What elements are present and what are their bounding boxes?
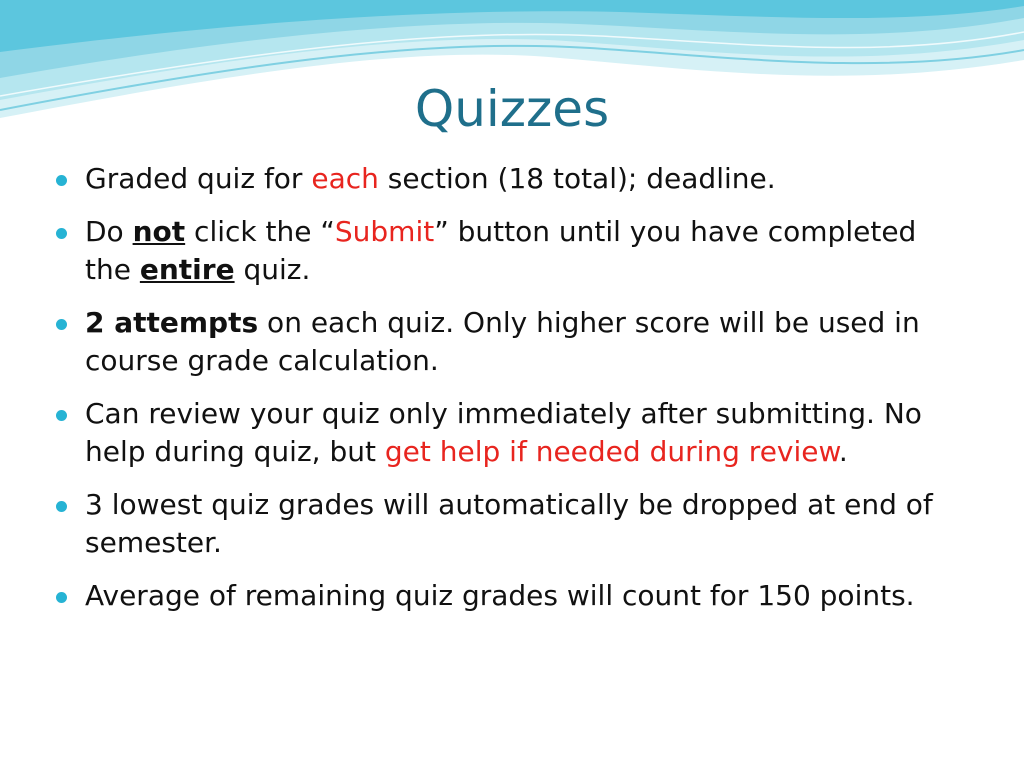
bullet-dot-icon bbox=[56, 592, 67, 603]
bullet-dot-icon bbox=[56, 501, 67, 512]
highlight-each: each bbox=[311, 162, 379, 195]
bullet-dot-icon bbox=[56, 175, 67, 186]
bullet-text: section (18 total); deadline. bbox=[378, 162, 776, 195]
bullet-item-submit-warning bbox=[50, 213, 970, 289]
bullet-text: on each quiz. Only higher score will be used in course grade calculation. bbox=[85, 306, 920, 377]
emphasis-attempts: 2 attempts bbox=[85, 306, 259, 339]
bullet-dot-icon bbox=[56, 410, 67, 421]
bullet-text: Can review your quiz only immediately after submitting. No help during quiz, but bbox=[85, 397, 922, 468]
bullet-text: Do bbox=[85, 215, 133, 248]
emphasis-not: not bbox=[132, 215, 186, 248]
bullet-text: quiz. bbox=[234, 253, 311, 286]
bullet-item-lowest-dropped bbox=[50, 486, 970, 562]
bullet-text: Graded quiz for bbox=[85, 162, 312, 195]
bullet-text: click the “ bbox=[185, 215, 335, 248]
slide-title: Quizzes bbox=[414, 80, 610, 138]
bullet-text: 3 lowest quiz grades will automatically be dropped at end of semester. bbox=[85, 488, 933, 559]
bullet-list bbox=[50, 160, 970, 630]
bullet-text: ” button until you have completed the bbox=[85, 215, 917, 286]
bullet-dot-icon bbox=[56, 319, 67, 330]
bullet-text: . bbox=[838, 435, 848, 468]
bullet-text: Average of remaining quiz grades will count for 150 points. bbox=[85, 579, 915, 612]
bullet-dot-icon bbox=[56, 228, 67, 239]
highlight-get-help: get help if needed during review bbox=[384, 435, 839, 468]
emphasis-entire: entire bbox=[139, 253, 235, 286]
bullet-item-graded-quiz bbox=[50, 160, 970, 198]
bullet-item-review bbox=[50, 395, 970, 471]
bullet-item-attempts bbox=[50, 304, 970, 380]
bullet-item-average-points bbox=[50, 577, 970, 615]
highlight-submit: Submit bbox=[334, 215, 435, 248]
